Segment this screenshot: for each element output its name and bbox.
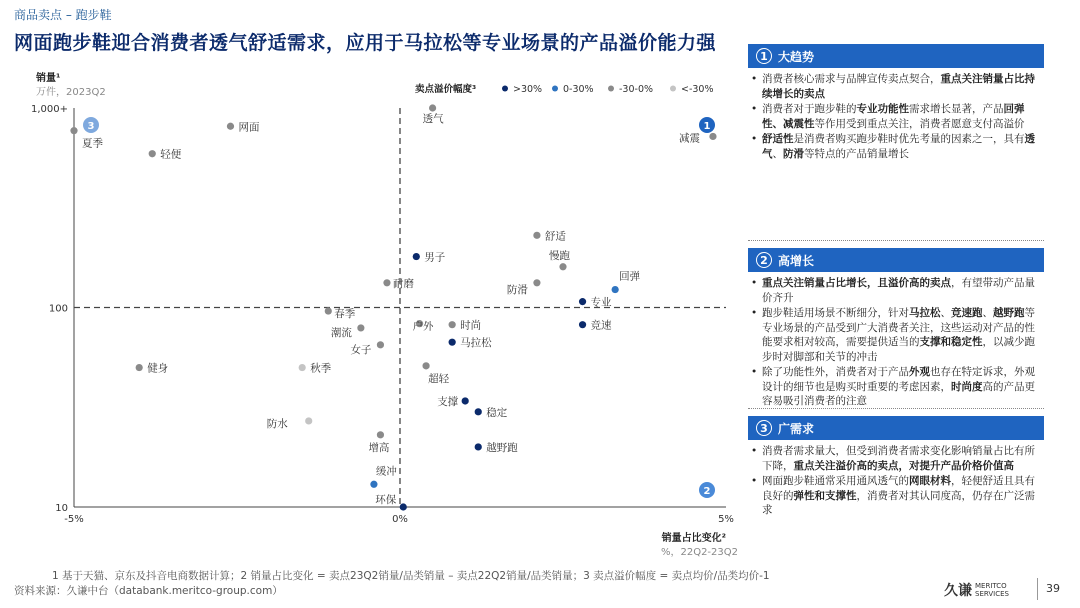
data-point-label: 男子 [424,251,446,264]
panel-header-trend [748,44,1044,68]
source-note: 资料来源：久谦中台（databank.meritco-group.com） [14,585,283,597]
data-point-label: 耐磨 [392,277,414,290]
page-number: 39 [1046,582,1060,595]
x-tick-label: 5% [718,514,734,525]
legend-label: >30% [513,84,543,95]
panel-bullet-list [748,72,1044,161]
data-point [533,279,540,286]
data-point [449,321,456,328]
logo-text: 久谦 [944,583,972,599]
panel-body-growth [748,276,1044,410]
panel-bullet: • 消费者核心需求与品牌宣传卖点契合，重点关注销量占比持续增长的卖点 [762,72,1044,101]
data-point [305,417,312,424]
y-axis-label: 销量¹ [36,73,61,84]
divider [1037,578,1038,600]
data-point-label: 竞速 [590,319,612,332]
logo-subtext: MERITCO SERVICES [975,582,1009,598]
company-logo [944,580,1009,600]
panel-bullet-list [748,276,1044,409]
data-point [559,263,566,270]
data-point-label: 防水 [266,417,288,430]
data-point [325,307,332,314]
legend-label: <-30% [681,84,714,95]
panel-header-growth [748,248,1044,272]
data-point-label: 防滑 [506,283,528,296]
data-point [149,150,156,157]
data-point [413,253,420,260]
data-point-label: 越野跑 [486,441,518,454]
data-point-label: 回弹 [619,270,641,283]
data-point [299,364,306,371]
legend-marker [670,86,676,92]
data-point-label: 支撑 [437,395,459,408]
data-point-label: 减震 [678,132,700,145]
data-point-label: 透气 [422,113,444,125]
data-point [422,362,429,369]
data-point [70,127,77,134]
data-point [579,298,586,305]
breadcrumb: 商品卖点 – 跑步鞋 [14,8,112,22]
data-point-label: 健身 [147,362,169,375]
divider [748,408,1044,409]
data-point [383,279,390,286]
quadrant-badge-label: 1 [703,121,711,132]
data-point-label: 专业 [590,296,612,309]
data-point [370,481,377,488]
data-point [357,324,364,331]
data-point-label: 时尚 [460,319,482,332]
x-axis-label: 销量占比变化² [661,533,726,544]
legend-marker [552,86,558,92]
scatter-chart [0,65,745,565]
data-point [377,431,384,438]
panel-title: 广需求 [778,421,815,436]
y-tick-label: 1,000+ [30,104,68,115]
data-point-label: 女子 [350,343,372,356]
data-point-label: 秋季 [310,362,332,375]
panel-bullet: • 舒适性是消费者购买跑步鞋时优先考量的因素之一，具有透气、防滑等特点的产品销量增长 [762,132,1044,161]
data-point [709,133,716,140]
quadrant-badge-label: 3 [87,121,95,132]
x-axis-unit: %，22Q2-23Q2 [660,547,738,558]
panel-title: 大趋势 [778,49,815,64]
data-point-label: 户外 [412,320,434,333]
data-point [400,503,407,510]
data-point [475,408,482,415]
legend-title: 卖点溢价幅度³ [415,84,477,95]
data-point-label: 轻便 [160,148,182,161]
panel-number: 1 [756,48,772,64]
panel-bullet-list [748,444,1044,518]
data-point-label: 马拉松 [460,337,492,350]
y-axis-unit: 万件，2023Q2 [36,87,106,98]
panel-body-trend [748,72,1044,162]
data-point [612,286,619,293]
panel-title: 高增长 [778,253,815,268]
legend-marker [502,86,508,92]
panel-body-demand [748,444,1044,519]
y-tick-label: 10 [55,503,68,514]
data-point [227,123,234,130]
data-point [377,341,384,348]
data-point [462,397,469,404]
legend-marker [608,86,614,92]
data-point [449,339,456,346]
legend-label: -30-0% [619,84,654,95]
panel-bullet: • 网面跑步鞋通常采用通风透气的网眼材料，轻便舒适且具有良好的弹性和支撑性，消费者对其认同度高，仍存在广泛需求 [762,474,1044,518]
panel-bullet: • 除了功能性外，消费者对于产品外观也存在特定诉求，外观设计的细节也是购买时重要的考虑因素，时尚度高的产品更容易吸引消费者的注意 [762,365,1044,409]
data-point-label: 潮流 [330,326,352,339]
quadrant-badge-label: 2 [703,486,711,497]
footnote: 1 基于天猫、京东及抖音电商数据计算；2 销量占比变化 = 卖点23Q2销量/品类销量 – 卖点22Q2销量/品类销量；3 卖点溢价幅度 = 卖点均价/品类均价-1 [52,570,770,582]
panel-header-demand [748,416,1044,440]
data-point [475,443,482,450]
data-point-label: 慢跑 [549,249,570,262]
data-point-label: 超轻 [428,372,450,385]
panel-bullet: • 重点关注销量占比增长，且溢价高的卖点，有望带动产品量价齐升 [762,276,1044,305]
data-point-label: 夏季 [82,137,103,150]
panel-number: 3 [756,420,772,436]
data-point-label: 网面 [238,121,260,134]
data-point-label: 缓冲 [375,465,397,478]
data-point [136,364,143,371]
data-point-label: 春季 [334,308,356,321]
y-tick-label: 100 [48,303,68,315]
x-tick-label: 0% [392,514,408,525]
panel-bullet: • 消费者需求量大，但受到消费者需求变化影响销量占比有所下降，重点关注溢价高的卖点，对提升产品价格价值高 [762,444,1044,473]
divider [748,240,1044,241]
panel-bullet: • 消费者对于跑步鞋的专业功能性需求增长显著，产品回弹性、减震性等作用受到重点关注，消费者愿意支付高溢价 [762,102,1044,131]
panel-number: 2 [756,252,772,268]
data-point-label: 舒适 [544,230,566,243]
page-title: 网面跑步鞋迎合消费者透气舒适需求，应用于马拉松等专业场景的产品溢价能力强 [14,32,717,54]
panel-bullet: • 跑步鞋适用场景不断细分，针对马拉松、竞速跑、越野跑等专业场景的产品受到广大消费者关注，这些运动对产品的性能要求相对较高，需要提供适当的支撑和稳定性，以减少跑步时对脚部和关节的冲击 [762,306,1044,364]
legend-label: 0-30% [563,84,594,95]
data-point-label: 环保 [375,494,397,506]
data-point-label: 稳定 [486,406,508,419]
data-point-label: 增高 [368,441,390,454]
x-tick-label: -5% [64,514,84,525]
data-point [429,104,436,111]
data-point [579,321,586,328]
data-point [533,232,540,239]
